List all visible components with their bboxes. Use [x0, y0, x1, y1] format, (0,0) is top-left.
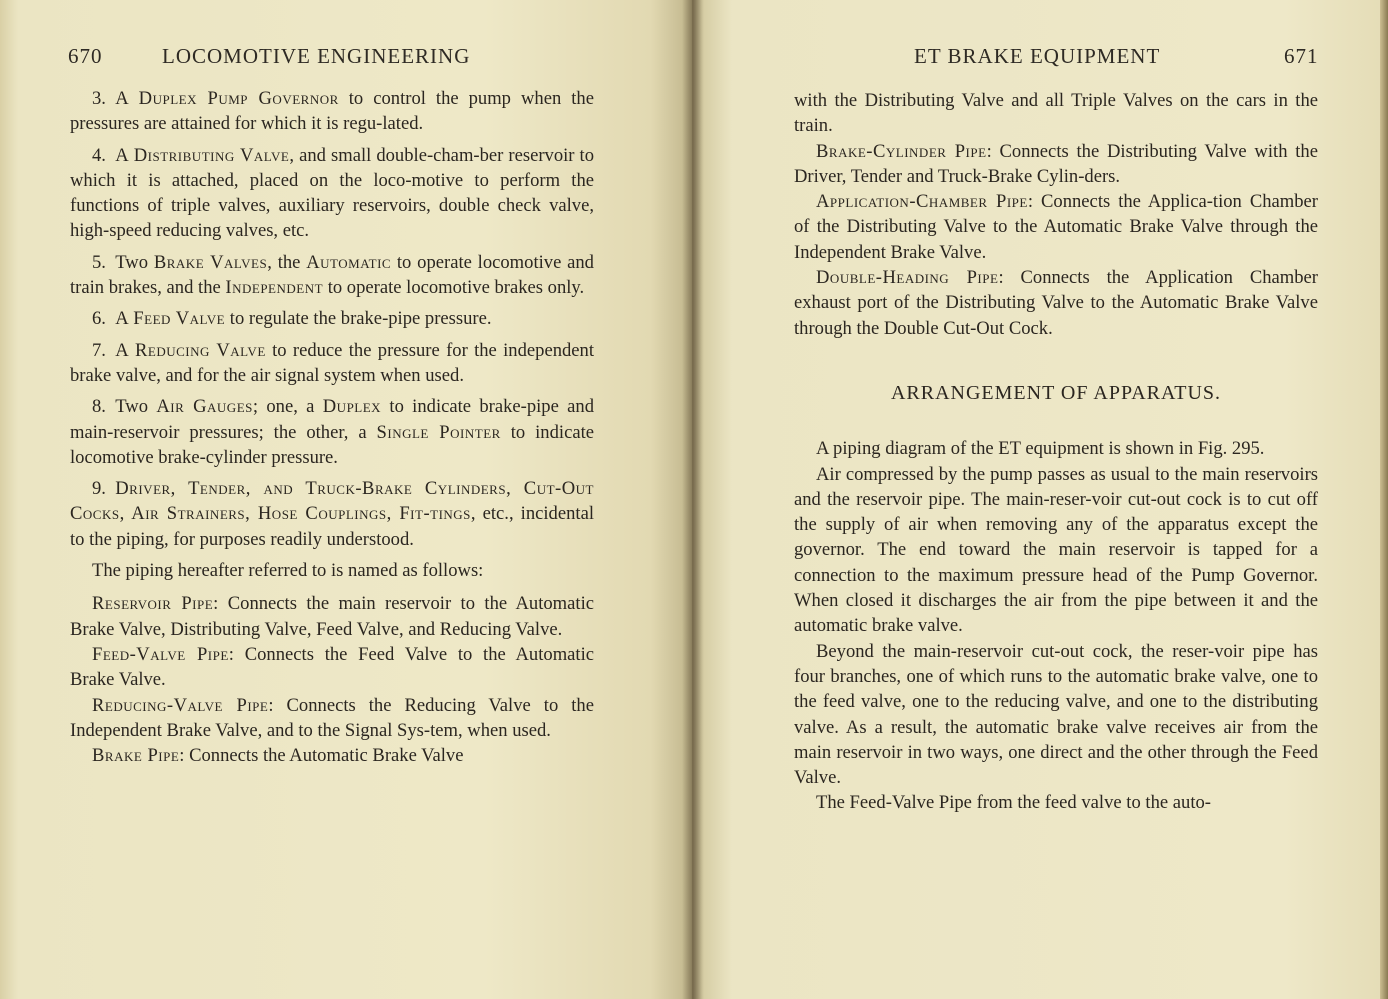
paragraph: The Feed-Valve Pipe from the feed valve to the auto-	[816, 792, 1211, 814]
item-number: 3.	[92, 88, 116, 109]
pipe-colon: :	[998, 267, 1021, 289]
item-term: Single Pointer	[376, 421, 501, 443]
pipe-entry	[70, 591, 594, 642]
list-item	[70, 143, 594, 244]
section-body	[794, 436, 1318, 815]
section-title: ARRANGEMENT OF APPARATUS.	[890, 381, 1222, 404]
pipe-entry	[70, 642, 594, 693]
item-number: 6.	[92, 308, 116, 330]
item-text: ; one, a	[252, 396, 323, 418]
list-item	[70, 306, 594, 331]
pipe-colon: :	[268, 694, 287, 716]
pipe-colon: :	[179, 745, 190, 767]
list-item	[70, 86, 594, 137]
pipe-description: Connects the Feed Valve to the Automatic Brake Valve.	[70, 643, 594, 691]
list-item	[70, 476, 594, 552]
list-item	[70, 338, 594, 389]
item-term: A Reducing Valve	[115, 339, 266, 361]
pipe-entry	[794, 265, 1318, 341]
paragraph: Air compressed by the pump passes as usual to the main reservoirs and the reservoir pipe. The main-reser-voir cut-out cock is to cut off the supply of air when removing any of the apparatus except the governor. The end toward the main reservoir is tapped for a connection to the maximum pressure head of the Pump Governor. When closed it discharges the air from the pipe between it and the automatic brake valve.	[794, 463, 1318, 637]
item-text: to indicate brake-pipe and main-reservoir pressures; the other, a	[70, 396, 595, 443]
item-term: Brake Valves	[153, 251, 268, 273]
list-item	[70, 394, 594, 470]
item-term: Driver, Tender, and Truck-Brake Cylinders, Cut-Out Cocks, Air Strainers, Hose Couplings, Fit-tings	[70, 478, 594, 525]
item-text: to indicate locomotive brake-cylinder pressure.	[70, 421, 594, 468]
paragraph: Beyond the main-reservoir cut-out cock, the reser-voir pipe has four branches, one of which runs to the automatic brake valve, one to the feed valve, one to the reducing valve, and one to the distributing valve. As a result, the automatic brake valve receives air from the main reservoir in two ways, one direct and the other through the Feed Valve.	[794, 640, 1318, 789]
pipe-description: Connects the Distributing Valve with the Driver, Tender and Truck-Brake Cylin-ders.	[794, 140, 1318, 187]
equipment-list	[70, 86, 594, 552]
item-text: to operate locomotive brakes only.	[323, 277, 585, 299]
right-running-head: ET BRAKE EQUIPMENT	[914, 44, 1161, 68]
item-term: Independent	[225, 277, 324, 299]
item-text: to reduce the pressure for the independent brake valve, and for the air signal system when used.	[70, 339, 595, 386]
item-text: Two	[115, 251, 154, 273]
pipe-colon: :	[1027, 191, 1042, 213]
item-number: 4.	[92, 144, 116, 166]
book-gutter	[682, 0, 704, 999]
pipe-entry	[794, 139, 1318, 190]
item-term: Air Gauges	[156, 396, 253, 418]
left-page	[0, 0, 692, 999]
item-term: A Feed Valve	[115, 308, 226, 330]
pipe-name: Brake Pipe	[92, 745, 180, 767]
continuation-text: with the Distributing Valve and all Triple Valves on the cars in the train.	[794, 90, 1318, 137]
pipe-name: Feed-Valve Pipe	[92, 643, 229, 665]
pipe-entry	[70, 743, 594, 768]
item-number: 5.	[92, 251, 116, 273]
page-edge	[1380, 0, 1388, 999]
left-running-head: LOCOMOTIVE ENGINEERING	[162, 44, 471, 68]
item-text: to regulate the brake-pipe pressure.	[225, 308, 492, 330]
paragraph: A piping diagram of the ET equipment is shown in Fig. 295.	[816, 438, 1265, 460]
piping-intro: The piping hereafter referred to is named as follows:	[92, 560, 484, 582]
pipe-name: Brake-Cylinder Pipe	[816, 140, 987, 162]
pipe-name: Double-Heading Pipe	[816, 267, 999, 289]
item-number: 8.	[92, 396, 116, 418]
pipe-colon: :	[228, 643, 245, 665]
right-page	[692, 0, 1388, 999]
item-text: , and small double-cham-ber reservoir to which it is attached, placed on the loco-motive to perform the functions of triple valves, auxiliary reservoirs, double check valve, high-speed reducing valves, etc.	[70, 144, 594, 242]
pipe-name: Reservoir Pipe	[92, 593, 214, 615]
left-page-number: 670	[68, 44, 103, 68]
item-term: Automatic	[306, 251, 392, 273]
pipe-description: Connects the Reducing Valve to the Independent Brake Valve, and to the Signal Sys-tem, when used.	[70, 694, 594, 741]
right-text-column	[794, 88, 1318, 816]
left-text-column	[70, 86, 594, 768]
item-number: 7.	[92, 339, 116, 361]
right-page-number: 671	[1284, 44, 1319, 68]
pipe-entry	[794, 189, 1318, 265]
item-term: A Duplex Pump Governor	[115, 88, 339, 109]
item-text: to control the pump when the pressures are attained for which it is regu-lated.	[70, 88, 594, 135]
pipe-name: Application-Chamber Pipe	[816, 191, 1028, 213]
pipe-description: Connects the main reservoir to the Automatic Brake Valve, Distributing Valve, Feed Valve, and Reducing Valve.	[70, 593, 594, 640]
pipe-description: Connects the Application Chamber exhaust port of the Distributing Valve to the Automatic Brake Valve through the Double Cut-Out Cock.	[794, 267, 1318, 339]
pipe-name: Reducing-Valve Pipe	[92, 694, 269, 716]
right-pipe-list	[794, 139, 1318, 341]
left-pipe-list	[70, 591, 594, 768]
item-number: 9.	[92, 478, 116, 500]
item-text: , etc., incidental to the piping, for purposes readily understood.	[70, 503, 594, 550]
pipe-colon: :	[986, 140, 1000, 162]
item-text: Two	[115, 396, 157, 418]
item-text: , the	[267, 251, 307, 273]
pipe-description: Connects the Applica-tion Chamber of the Distributing Valve to the Automatic Brake Valve through the Independent Brake Valve.	[794, 191, 1318, 263]
pipe-colon: :	[213, 593, 228, 615]
pipe-description: Connects the Automatic Brake Valve	[189, 745, 464, 767]
list-item	[70, 250, 594, 301]
item-term: A Distributing Valve	[115, 144, 290, 166]
item-text: to operate locomotive and train brakes, and the	[70, 251, 594, 299]
item-term: Duplex	[322, 396, 382, 418]
pipe-entry	[70, 693, 594, 744]
